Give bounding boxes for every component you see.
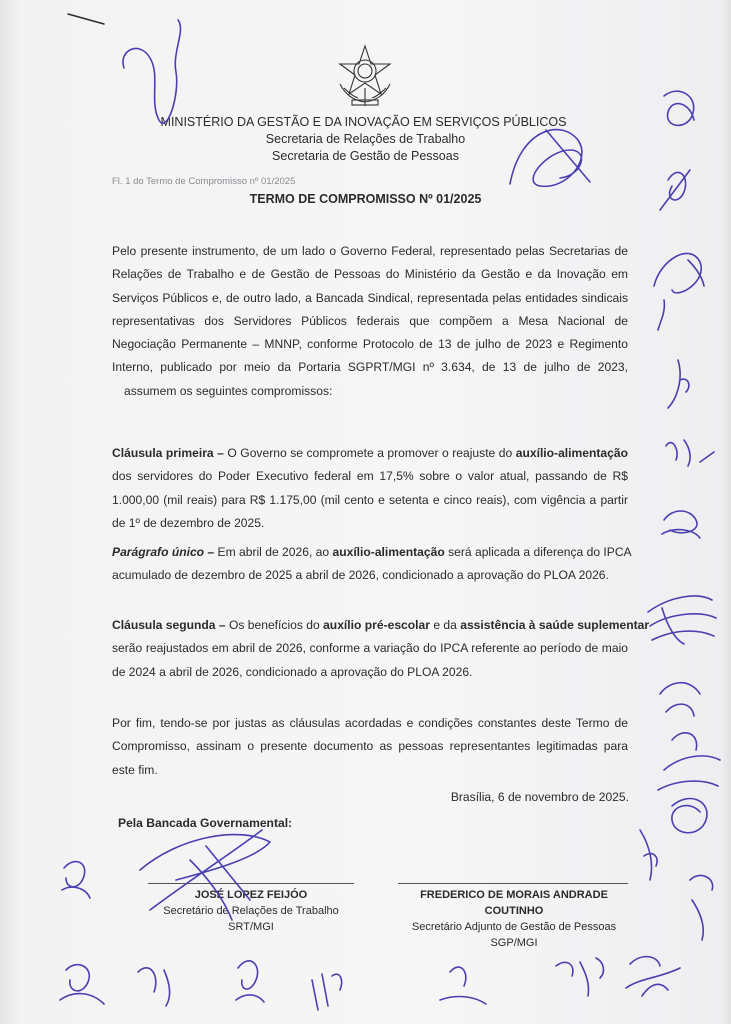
text-line: Negociação Permanente – MNNP, conforme Protocolo de 13 de julho de 2023 e Regimento bbox=[112, 337, 628, 352]
text-span: e da bbox=[429, 618, 461, 632]
clause-label: Cláusula primeira – bbox=[112, 446, 224, 460]
bancada-label: Pela Bancada Governamental: bbox=[118, 816, 293, 830]
closing-paragraph bbox=[112, 712, 628, 782]
paragraph-unico bbox=[112, 541, 632, 588]
signature-line bbox=[148, 883, 354, 884]
text-span: Em abril de 2026, ao bbox=[214, 545, 333, 559]
text-line: Serviços Públicos e, de outro lado, a Bancada Sindical, representada pelas entidades sindicais bbox=[112, 290, 628, 305]
text-line: Relações de Trabalho e de Gestão de Pessoas do Ministério da Gestão e da Inovação em bbox=[112, 267, 628, 282]
document-title: TERMO DE COMPROMISSO Nº 01/2025 bbox=[249, 192, 482, 206]
text-line: acumulado de dezembro de 2025 a abril de 2026, condicionado a aprovação do PLOA 2026. bbox=[112, 568, 609, 583]
signature-line bbox=[398, 883, 628, 884]
text-line: Por fim, tendo-se por justas as cláusulas acordadas e condições constantes deste Termo de bbox=[112, 716, 628, 730]
text-line: de 1º de dezembro de 2025. bbox=[112, 515, 265, 530]
signatory-name: FREDERICO DE MORAIS ANDRADE COUTINHO bbox=[420, 889, 608, 917]
page-reference: Fl. 1 do Termo de Compromisso nº 01/2025 bbox=[112, 176, 296, 187]
signatory-role: Secretário Adjunto de Gestão de Pessoas bbox=[411, 921, 617, 933]
text-line: assumem os seguintes compromissos: bbox=[124, 383, 333, 398]
signatory-name: JOSÉ LOPEZ FEIJÓO bbox=[194, 889, 308, 901]
paragraph-label: Parágrafo único – bbox=[112, 545, 215, 559]
signatory-org: SRT/MGI bbox=[228, 921, 274, 933]
place-date: Brasília, 6 de novembro de 2025. bbox=[450, 790, 629, 804]
clause-first bbox=[112, 442, 628, 535]
text-line: 1.000,00 (mil reais) para R$ 1.175,00 (mil cento e setenta e cinco reais), com vigência a partir bbox=[112, 492, 628, 507]
signatory-block bbox=[120, 887, 382, 935]
signatory-block bbox=[390, 887, 638, 951]
text-span: O Governo se compromete a promover o reajuste do bbox=[223, 446, 516, 460]
signatory-org: SGP/MGI bbox=[490, 937, 538, 949]
text-line: serão reajustados em abril de 2026, conforme a variação do IPCA referente ao período de maio bbox=[112, 641, 628, 656]
emphasis: auxílio-alimentação bbox=[332, 545, 445, 559]
emphasis: auxílio-alimentação bbox=[515, 446, 628, 460]
intro-paragraph bbox=[112, 240, 628, 403]
ministry-name: MINISTÉRIO DA GESTÃO E DA INOVAÇÃO EM SERVIÇOS PÚBLICOS bbox=[160, 115, 567, 129]
text-line bbox=[112, 442, 628, 465]
text-span: Os benefícios do bbox=[225, 618, 324, 632]
clause-second bbox=[112, 614, 650, 684]
text-line: Pelo presente instrumento, de um lado o Governo Federal, representado pelas Secretarias de bbox=[112, 244, 628, 258]
emphasis: assistência à saúde suplementar bbox=[460, 618, 650, 632]
text-line: este fim. bbox=[112, 762, 158, 777]
secretariat-pessoas: Secretaria de Gestão de Pessoas bbox=[272, 149, 459, 163]
secretariat-trabalho: Secretaria de Relações de Trabalho bbox=[265, 132, 466, 146]
text-line: Compromisso, assinam o presente documento as pessoas representantes legitimadas para bbox=[112, 739, 628, 754]
coat-of-arms-icon bbox=[334, 44, 396, 108]
signatory-role: Secretário de Relações de Trabalho bbox=[163, 905, 339, 917]
text-line: de 2024 a abril de 2026, condicionado a aprovação do PLOA 2026. bbox=[112, 664, 473, 679]
text-line bbox=[112, 541, 632, 564]
text-line bbox=[112, 614, 650, 637]
text-line: dos servidores do Poder Executivo federal em 17,5% sobre o valor atual, passando de R$ bbox=[112, 469, 628, 484]
emphasis: auxílio pré-escolar bbox=[323, 618, 430, 632]
text-line: Interno, publicado por meio da Portaria SGPRT/MGI nº 3.634, de 13 de julho de 2023, bbox=[112, 360, 628, 375]
clause-label: Cláusula segunda – bbox=[112, 618, 226, 632]
text-line: representativas dos Servidores Públicos federais que compõem a Mesa Nacional de bbox=[112, 313, 628, 328]
text-span: será aplicada a diferença do IPCA bbox=[444, 545, 632, 559]
